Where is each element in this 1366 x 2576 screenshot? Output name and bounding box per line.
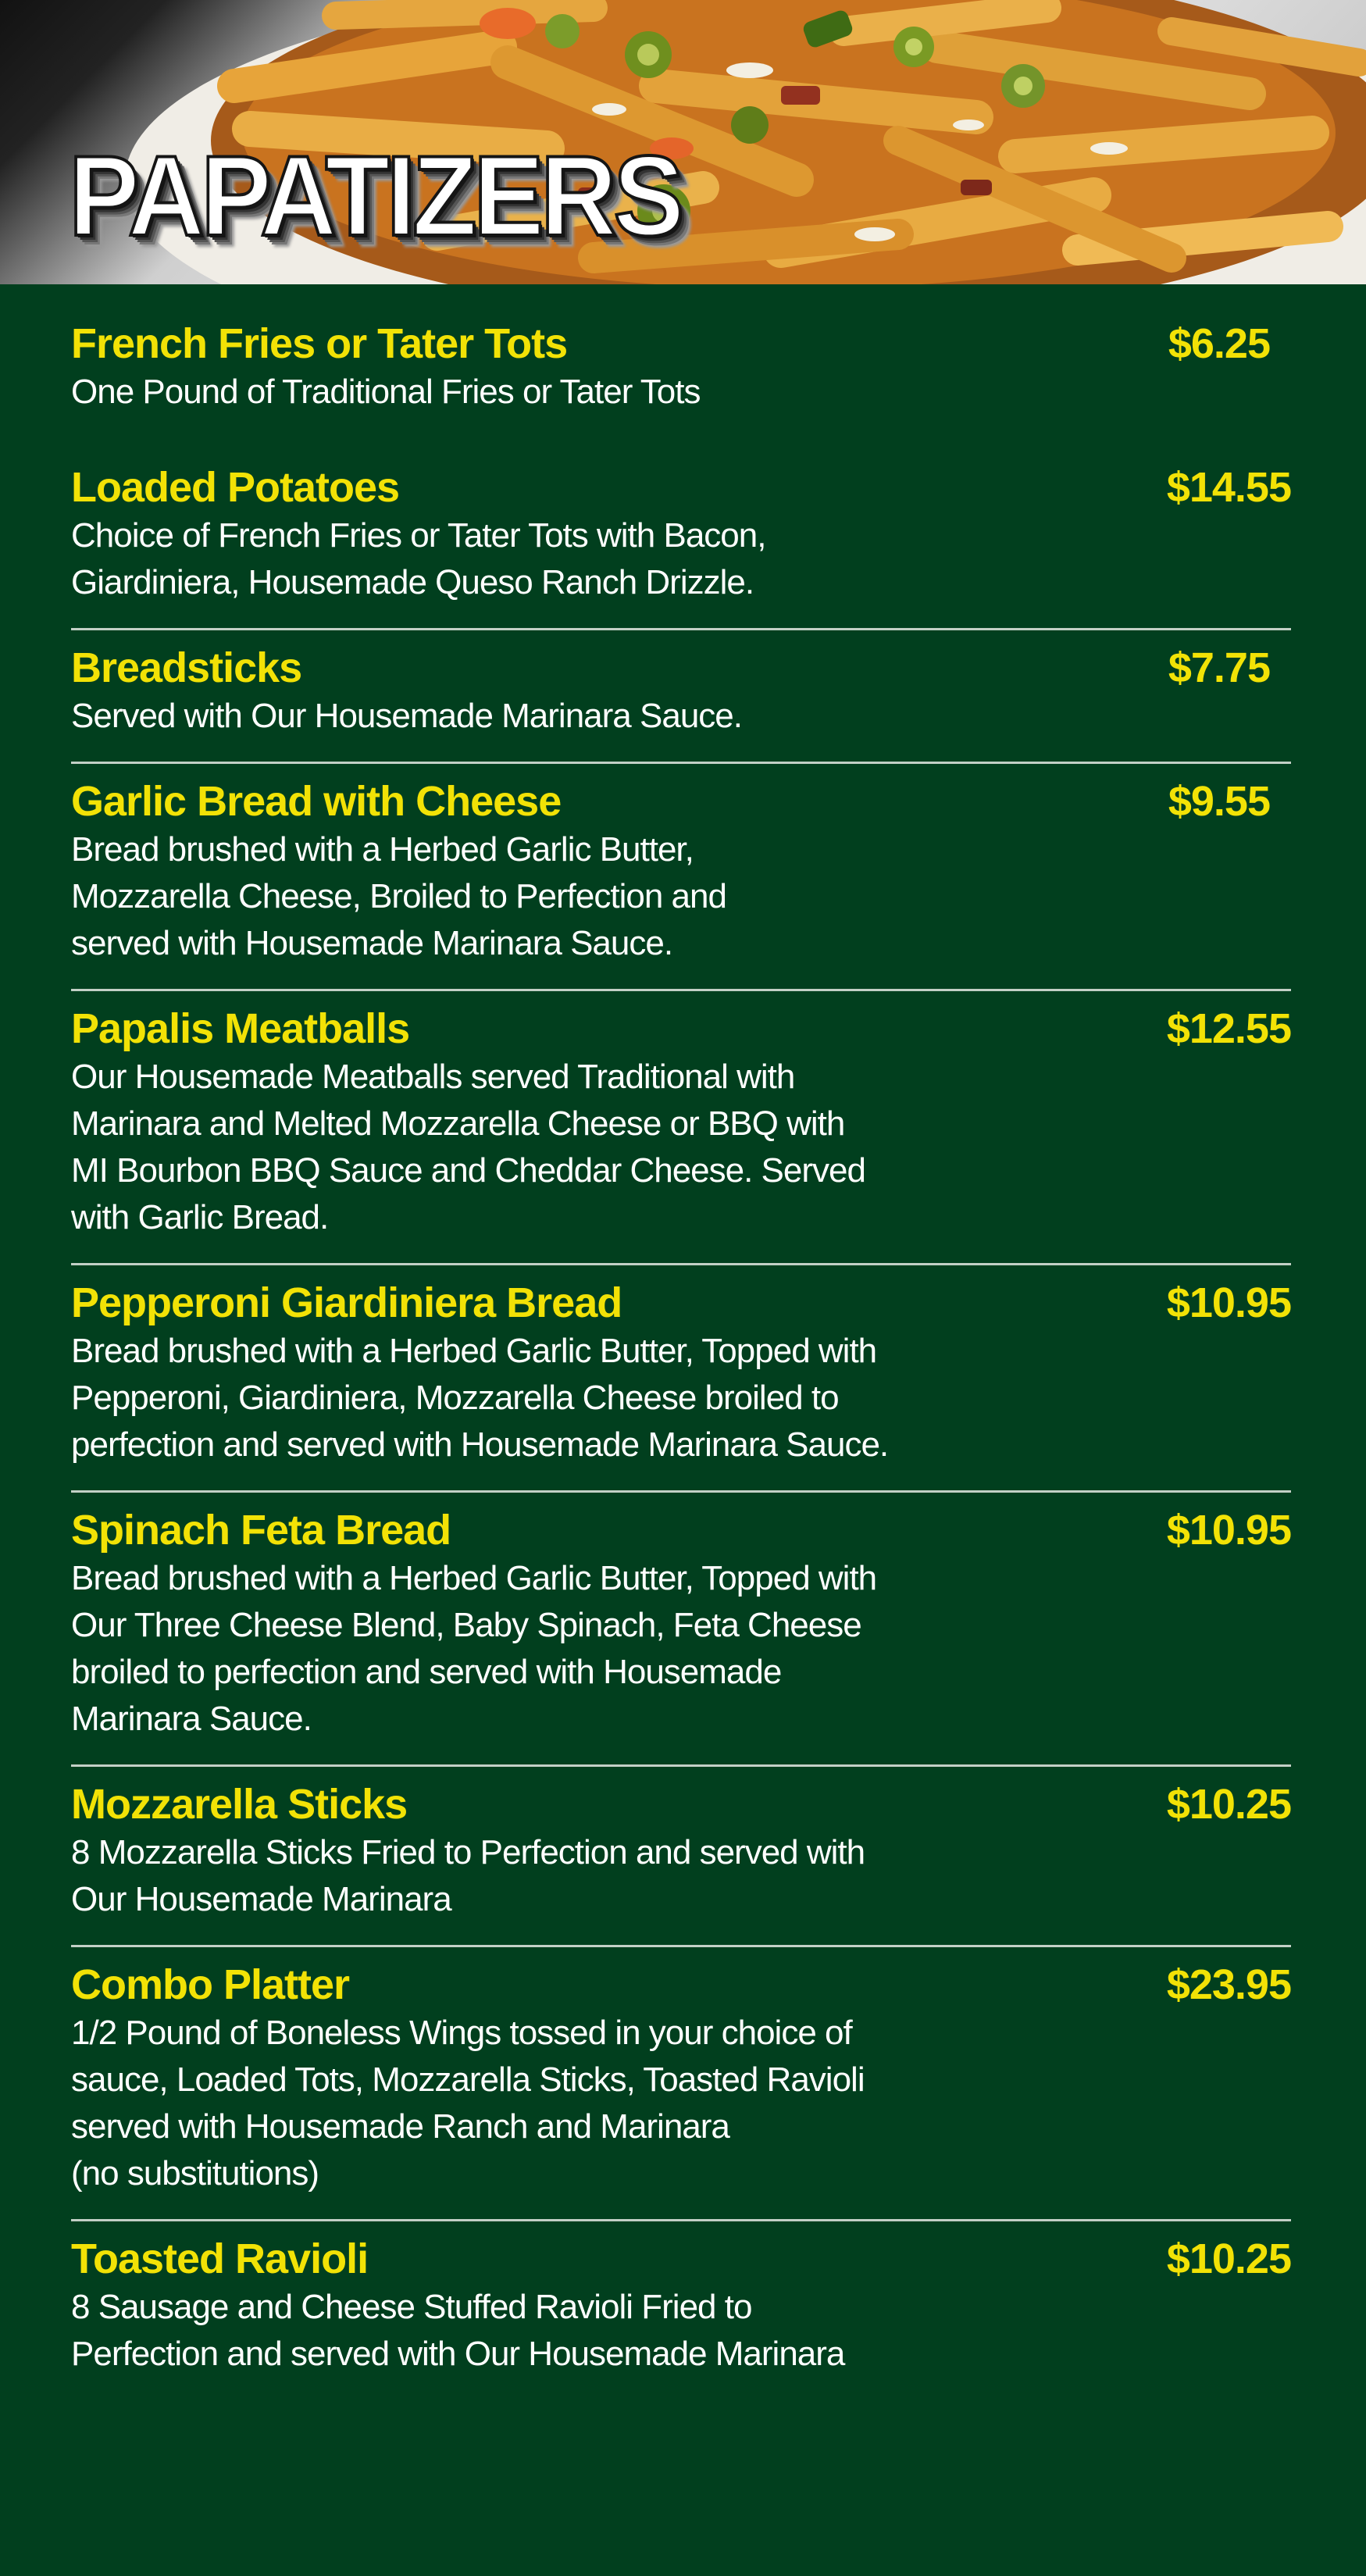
header-banner [0, 0, 1366, 284]
menu-item-combo-platter [71, 1947, 1291, 2221]
item-price: $10.25 [1166, 1781, 1291, 1828]
item-price: $12.55 [1166, 1005, 1291, 1052]
item-name: Loaded Potatoes [71, 464, 400, 511]
item-description: Bread brushed with a Herbed Garlic Butter, Mozzarella Cheese, Broiled to Perfection and served with Housemade Marinara Sauce. [71, 830, 726, 962]
item-name: Garlic Bread with Cheese [71, 778, 562, 825]
item-name: Breadsticks [71, 644, 302, 691]
item-header [71, 1507, 1291, 1554]
item-name: Spinach Feta Bread [71, 1507, 451, 1554]
item-header [71, 1961, 1291, 2008]
menu-item-french-fries [71, 306, 1291, 450]
item-header [71, 320, 1291, 367]
item-header [71, 1005, 1291, 1052]
item-header [71, 778, 1291, 825]
item-price: $10.95 [1166, 1279, 1291, 1326]
item-price: $23.95 [1166, 1961, 1291, 2008]
item-price: $7.75 [1168, 644, 1270, 691]
item-description: Bread brushed with a Herbed Garlic Butter, Topped with Pepperoni, Giardiniera, Mozzarella Cheese broiled to perfection and served with Housemade Marinara Sauce. [71, 1332, 889, 1464]
item-price: $14.55 [1166, 464, 1291, 511]
menu-item-garlic-bread [71, 764, 1291, 991]
item-header [71, 644, 1291, 691]
menu-item-breadsticks [71, 630, 1291, 764]
item-name: Mozzarella Sticks [71, 1781, 408, 1828]
page-title: PAPATIZERS [69, 132, 681, 259]
item-price: $10.25 [1166, 2235, 1291, 2282]
item-price: $6.25 [1168, 320, 1270, 367]
item-description: 1/2 Pound of Boneless Wings tossed in your choice of sauce, Loaded Tots, Mozzarella Sticks, Toasted Ravioli served with Housemade Ranch and Marinara (no substitutions) [71, 2014, 865, 2192]
menu-item-meatballs [71, 991, 1291, 1265]
item-name: Papalis Meatballs [71, 1005, 410, 1052]
item-name: French Fries or Tater Tots [71, 320, 568, 367]
item-name: Toasted Ravioli [71, 2235, 369, 2282]
item-name: Combo Platter [71, 1961, 350, 2008]
item-description: Bread brushed with a Herbed Garlic Butter, Topped with Our Three Cheese Blend, Baby Spinach, Feta Cheese broiled to perfection and served with Housemade Marinara Sauce. [71, 1559, 877, 1738]
menu-item-spinach-feta-bread [71, 1493, 1291, 1767]
item-description: Choice of French Fries or Tater Tots with Bacon, Giardiniera, Housemade Queso Ranch Drizzle. [71, 516, 766, 601]
item-price: $10.95 [1166, 1507, 1291, 1554]
menu-item-loaded-potatoes [71, 450, 1291, 630]
menu-item-pepperoni-giardiniera-bread [71, 1265, 1291, 1493]
item-header [71, 1781, 1291, 1828]
item-header [71, 1279, 1291, 1326]
item-description: 8 Mozzarella Sticks Fried to Perfection and served with Our Housemade Marinara [71, 1833, 865, 1918]
item-name: Pepperoni Giardiniera Bread [71, 1279, 622, 1326]
item-header [71, 2235, 1291, 2282]
item-description: One Pound of Traditional Fries or Tater Tots [71, 373, 701, 411]
item-header [71, 464, 1291, 511]
item-description: Served with Our Housemade Marinara Sauce. [71, 697, 742, 735]
menu-list [71, 306, 1291, 2399]
menu-item-mozzarella-sticks [71, 1767, 1291, 1947]
item-description: Our Housemade Meatballs served Traditional with Marinara and Melted Mozzarella Cheese or BBQ with MI Bourbon BBQ Sauce and Cheddar Cheese. Served with Garlic Bread. [71, 1058, 865, 1236]
menu-item-toasted-ravioli [71, 2221, 1291, 2399]
item-price: $9.55 [1168, 778, 1270, 825]
item-description: 8 Sausage and Cheese Stuffed Ravioli Fried to Perfection and served with Our Housemade Marinara [71, 2288, 845, 2373]
